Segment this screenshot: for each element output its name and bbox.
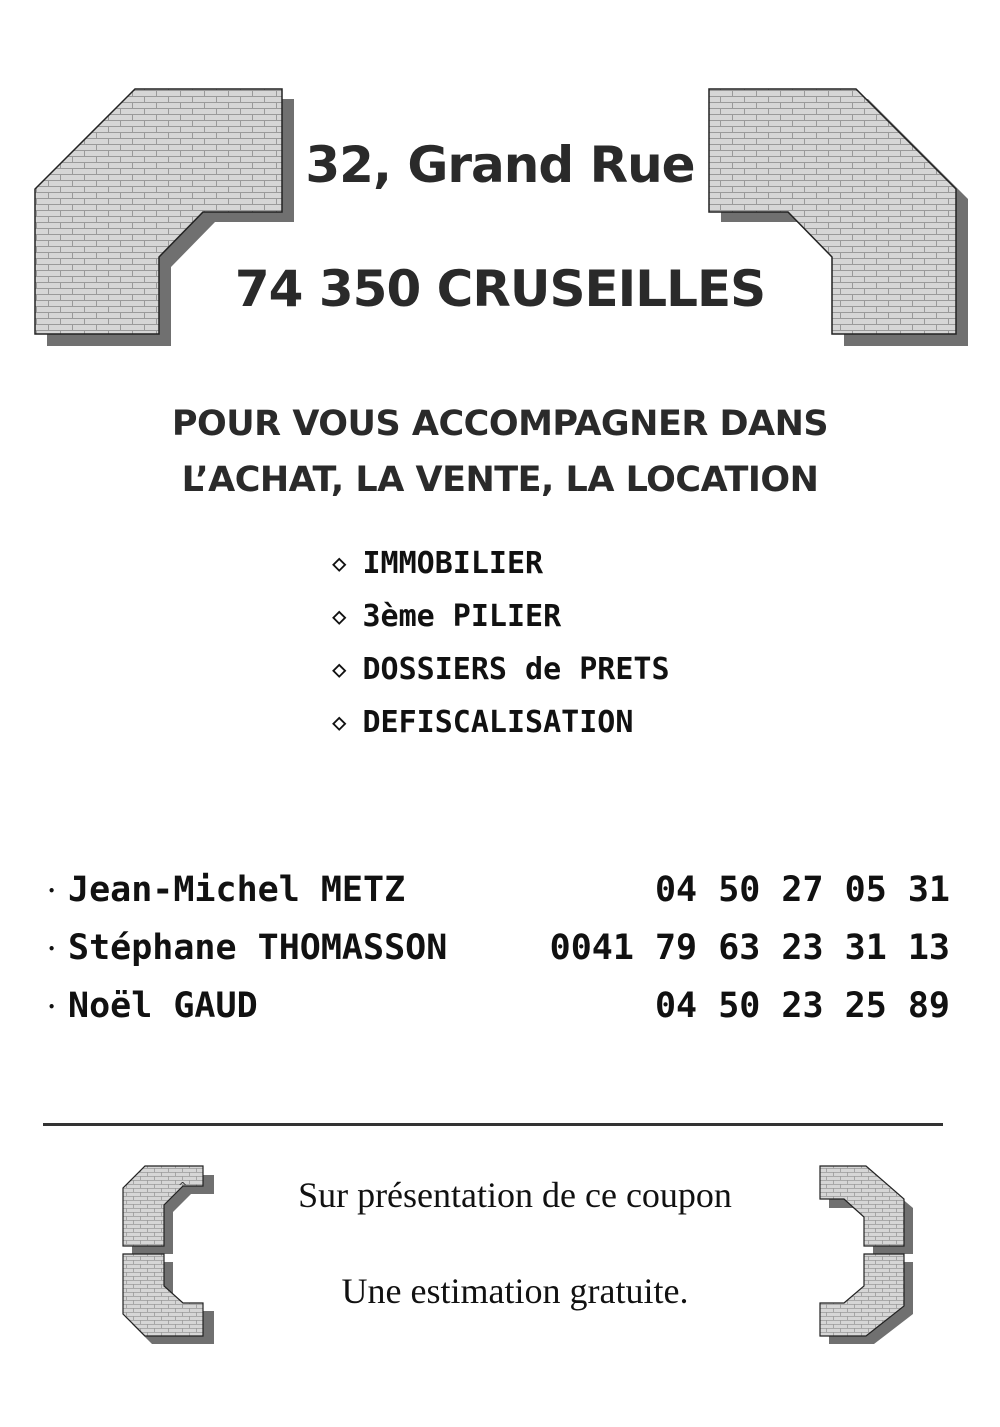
- contact-name: Noël GAUD: [68, 986, 258, 1026]
- bottom-left-brick-shapes: [123, 1166, 214, 1344]
- contact-phone: 04 50 23 25 89: [654, 986, 950, 1026]
- contact-row: [48, 977, 950, 1035]
- contact-row: [48, 861, 950, 919]
- service-label: 3ème PILIER: [362, 599, 562, 634]
- contact-phone: 0041 79 63 23 31 13: [549, 928, 950, 968]
- city-postal-code: 74 350 CRUSEILLES: [234, 260, 766, 318]
- tagline-line-1: POUR VOUS ACCOMPAGNER DANS: [171, 404, 829, 444]
- diamond-bullet-icon: ◇: [332, 708, 347, 736]
- service-label: DOSSIERS de PRETS: [362, 652, 670, 687]
- service-label: IMMOBILIER: [362, 546, 544, 581]
- diamond-bullet-icon: ◇: [332, 549, 347, 577]
- service-item: [332, 696, 633, 749]
- service-label: DEFISCALISATION: [362, 705, 634, 740]
- coupon-line-1: Sur présentation de ce coupon: [298, 1175, 732, 1215]
- service-item: [332, 537, 543, 590]
- coupon-line-2: Une estimation gratuite.: [341, 1271, 689, 1311]
- bottom-right-brick-shapes: [820, 1166, 913, 1344]
- contact-name: Jean-Michel METZ: [68, 870, 406, 910]
- service-item: [332, 643, 670, 696]
- contact-name: Stéphane THOMASSON: [68, 928, 448, 968]
- dot-bullet-icon: •: [48, 1000, 56, 1014]
- diamond-bullet-icon: ◇: [332, 655, 347, 683]
- contact-phone: 04 50 27 05 31: [654, 870, 950, 910]
- dot-bullet-icon: •: [48, 884, 56, 898]
- svg-text:^: ^: [178, 1180, 188, 1193]
- tagline-line-2: L’ACHAT, LA VENTE, LA LOCATION: [181, 460, 819, 500]
- contact-row: [48, 919, 950, 977]
- street-address: 32, Grand Rue: [305, 136, 695, 194]
- divider-line: [43, 1123, 943, 1126]
- dot-bullet-icon: •: [48, 942, 56, 956]
- diamond-bullet-icon: ◇: [332, 602, 347, 630]
- service-item: [332, 590, 561, 643]
